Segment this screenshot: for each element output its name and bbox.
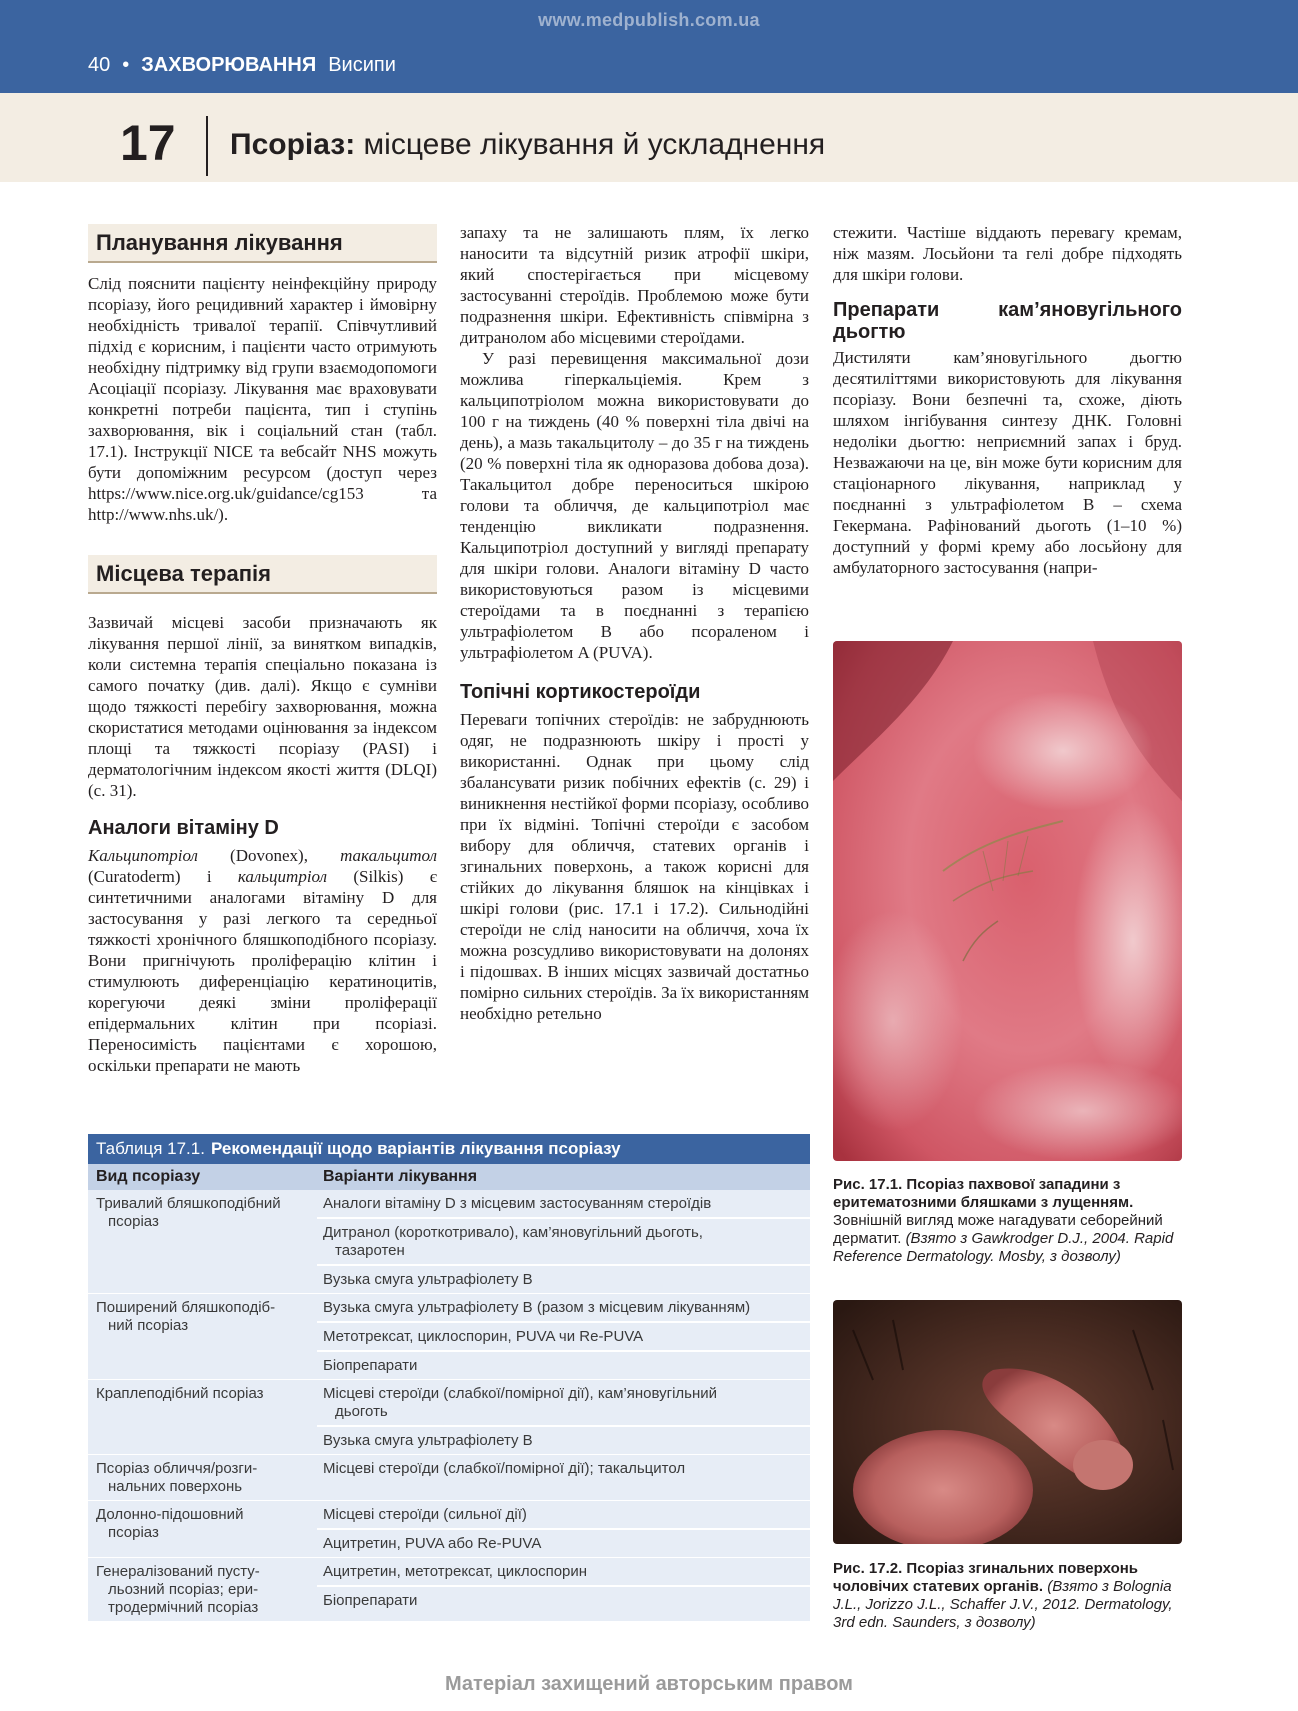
table-header-row <box>88 1164 810 1190</box>
treatment-option <box>317 1217 810 1264</box>
treatment-options-cell <box>317 1558 810 1621</box>
drug-calcipotriol: Кальципотріол <box>88 846 198 865</box>
psoriasis-type-line: Поширений бляшкоподіб- <box>96 1299 276 1316</box>
table-row <box>88 1294 810 1380</box>
psoriasis-type-line: нальних поверхонь <box>108 1478 243 1495</box>
treatment-option <box>317 1264 810 1293</box>
treatment-option-line: Вузька смуга ультрафіолету B <box>323 1271 533 1288</box>
paragraph-vitamin-d <box>88 845 437 1076</box>
chapter-number: 17 <box>120 115 176 171</box>
figure-genital-psoriasis <box>833 1300 1182 1544</box>
psoriasis-type-cell <box>88 1190 317 1293</box>
fig2-label: Рис. 17.2. Псоріаз згинальних поверхонь чоловічих статевих органів. <box>833 1560 1139 1595</box>
psoriasis-type-cell <box>88 1294 317 1379</box>
heading-local-therapy: Місцева терапія <box>88 555 437 594</box>
column-2 <box>460 222 809 1024</box>
treatment-option <box>317 1294 810 1321</box>
fig1-label: Рис. 17.1. Псоріаз пахвової западини з еритематозними бляшками з лущенням. <box>833 1176 1134 1211</box>
treatment-option-line: Ацитретин, метотрексат, циклоспорин <box>323 1563 588 1580</box>
psoriasis-type-line: ний псоріаз <box>108 1317 189 1334</box>
subsection-name: Висипи <box>328 54 396 76</box>
genital-psoriasis-photo <box>833 1300 1182 1544</box>
treatment-option-line: Місцеві стероїди (слабкої/помірної дії), кам’яновугільний <box>323 1385 718 1402</box>
psoriasis-type-line: тродермічний псоріаз <box>108 1599 259 1616</box>
heading-corticosteroids: Топічні кортикостероїди <box>460 681 701 703</box>
psoriasis-type-line: псоріаз <box>108 1213 159 1230</box>
psoriasis-type-line: Тривалий бляшкоподібний <box>96 1195 281 1212</box>
text-vitamin-d-body: (Silkis) є синтетичними аналогами вітаміну D для застосування у разі легкого та середньої тяжкості хронічного бляшкоподібного псоріазу. Вони пригнічують проліферацію клітин і стимулюють диференціацію кератиноцитів, корегуючи деякі зміни проліферації епідермальних клітин при псоріазі. Переносимість пацієнтами є хорошою, оскільки препарати не мають <box>88 867 437 1075</box>
chapter-title-rest: місцеве лікування й ускладнення <box>355 128 826 161</box>
treatment-option-line: Метотрексат, циклоспорин, PUVA чи Re-PUVA <box>323 1328 644 1345</box>
column-header-options: Варіанти лікування <box>323 1168 478 1185</box>
fig1-source: (Взято з Gawkrodger D.J., 2004. Rapid Reference Dermatology. Mosby, з дозволу) <box>833 1230 1174 1265</box>
fig2-source: (Взято з Bolognia J.L., Jorizzo J.L., Schaffer J.V., 2012. Dermatology, 3rd edn. Saunders, з дозволу) <box>833 1578 1173 1631</box>
treatment-option-line: Дитранол (короткотривало), кам’яновугільний дьоготь, <box>323 1224 703 1241</box>
psoriasis-type-cell <box>88 1380 317 1454</box>
treatment-options-cell <box>317 1455 810 1500</box>
treatment-option-line: Місцеві стероїди (сильної дії) <box>323 1506 527 1523</box>
treatment-option-line: Аналоги вітаміну D з місцевим застосуванням стероїдів <box>323 1195 712 1212</box>
treatment-option <box>317 1190 810 1217</box>
table-title-text: Рекомендації щодо варіантів лікування псоріазу <box>210 1139 621 1158</box>
paragraph-vitd-cont: запаху та не залишають плям, їх легко наносити та відсутній ризик атрофії шкіри, який спостерігається при місцевому застосуванні стероїдів. Проблемою може бути подразнення шкіри. Ефективність співмірна з дитранолом або місцевими стероїдами. <box>460 223 809 347</box>
treatment-option-line: Місцеві стероїди (слабкої/помірної дії); такальцитол <box>323 1460 686 1477</box>
paragraph-hypercalcemia: У разі перевищення максимальної дози можлива гіперкальціемія. Крем з кальципотріолом можна використовувати до 100 г на тиждень (40 % поверхні тіла двічі на день), а мазь такальцитолу – до 35 г на тиждень (20 % поверхні тіла як одноразова добова доза). Такальцитол добре переноситься шкірою голови та обличчя, де кальципотріол має тенденцію викликати подразнення. Кальципотріол доступний у вигляді препарату для шкіри голови. Аналоги вітаміну D часто використовуються разом із місцевими стероїдами та в поєднанні з терапією ультрафіолетом B або псораленом і ультрафіолетом A (PUVA). <box>460 349 809 662</box>
treatment-option <box>317 1425 810 1454</box>
axilla-psoriasis-photo <box>833 641 1182 1161</box>
table-row <box>88 1501 810 1558</box>
psoriasis-type-line: Краплеподібний псоріаз <box>96 1385 264 1402</box>
treatment-table <box>88 1134 810 1622</box>
figure-2-caption <box>833 1560 1182 1632</box>
heading-coal-tar: Препарати кам’яновугільного дьогтю <box>833 299 1182 343</box>
table-row <box>88 1455 810 1501</box>
fig1-text: Зовнішній вигляд може нагадувати себорейний дерматит. <box>833 1212 1163 1247</box>
drug-calcitriol: кальцитріол <box>237 867 328 886</box>
text-curatoderm: (Curatoderm) і <box>88 867 238 886</box>
treatment-option-line: Вузька смуга ультрафіолету B <box>323 1432 533 1449</box>
treatment-option <box>317 1501 810 1528</box>
paragraph-planning: Слід пояснити пацієнту неінфекційну природу псоріазу, його рецидивний характер і ймовірну необхідність тривалої терапії. Співчутливий підхід є корисним, і пацієнти часто отримують необхідну підтримку від групи взаємодопомоги Асоціації псоріазу. Лікування має враховувати конкретні потреби пацієнта, тип і ступінь захворювання, вік і соціальний стан (табл. 17.1). Інструкції NICE та вебсайт NHS можуть бути допоміжним ресурсом (доступ через https://www.nice.org.uk/guidance/cg153 та http://www.nhs.uk/). <box>88 274 437 524</box>
heading-planning: Планування лікування <box>88 224 437 263</box>
psoriasis-type-line: Генералізований пусту- <box>96 1563 260 1580</box>
table-title <box>88 1134 810 1164</box>
column-header-type: Вид псоріазу <box>96 1168 201 1185</box>
paragraph-steroids-cont: стежити. Частіше віддають перевагу кремам, ніж мазям. Лосьйони та гелі добре підходять для шкіри голови. <box>833 223 1182 284</box>
psoriasis-type-cell <box>88 1455 317 1500</box>
treatment-option-line: дьоготь <box>335 1403 388 1420</box>
treatment-option <box>317 1380 810 1425</box>
treatment-options-cell <box>317 1501 810 1557</box>
copyright-footer: Матеріал захищений авторським правом <box>445 1673 853 1695</box>
psoriasis-type-cell <box>88 1501 317 1557</box>
figure-1-caption <box>833 1176 1182 1266</box>
drug-tacalcitol: такальцитол <box>340 846 437 865</box>
paragraph-corticosteroids: Переваги топічних стероїдів: не забруднюють одяг, не подразнюють шкіру і прості у використанні. Однак при цьому слід збалансувати ризик побічних ефектів (с. 29) і виникнення нестійкої форми псоріазу, особливо при їх відміні. Топічні стероїди є засобом вибору для обличчя, статевих органів і згинальних поверхонь, а також корисні для стійких до лікування бляшок на кінцівках і шкірі голови (рис. 17.1 і 17.2). Сильнодійні стероїди не слід наносити на обличчя, хоча їх можна розсудливо використовувати на долонях і підошвах. В інших місцях зазвичай достатньо помірно сильних стероїдів. За їх використанням необхідно ретельно <box>460 710 809 1023</box>
column-3 <box>833 222 1182 578</box>
table-row <box>88 1380 810 1455</box>
figure-axilla-psoriasis <box>833 641 1182 1161</box>
psoriasis-type-line: Долонно-підошовний <box>96 1506 244 1523</box>
psoriasis-type-line: псоріаз <box>108 1524 159 1541</box>
section-name: ЗАХВОРЮВАННЯ <box>141 54 317 76</box>
bullet-separator: • <box>122 54 130 76</box>
column-1 <box>88 224 437 1076</box>
treatment-option <box>317 1585 810 1614</box>
treatment-option <box>317 1321 810 1350</box>
treatment-option <box>317 1455 810 1482</box>
heading-vitamin-d: Аналоги вітаміну D <box>88 817 279 839</box>
treatment-option-line: Вузька смуга ультрафіолету B (разом з місцевим лікуванням) <box>323 1299 751 1316</box>
text-dovonex: (Dovonex), <box>197 846 341 865</box>
paragraph-local-therapy: Зазвичай місцеві засоби призначають як лікування першої лінії, за винятком випадків, коли системна терапія спеціально показана із самого початку (див. далі). Якщо є сумніви щодо тяжкості перебігу захворювання, можна скористатися методами оцінювання за індексом площі та тяжкості псоріазу (PASI) і дерматологічним індексом якості життя (DLQI) (с. 31). <box>88 613 437 800</box>
chapter-title <box>230 128 825 161</box>
paragraph-coal-tar: Дистиляти кам’яновугільного дьогтю десятиліттями використовують для лікування псоріазу. Вони безпечні та, схоже, діють шляхом інгібування синтезу ДНК. Головні недоліки дьогтю: неприємний запах і бруд. Незважаючи на це, він може бути корисним для стаціонарного лікування, наприклад у поєднанні з ультрафіолетом B – схема Гекермана. Рафінований дьоготь (1–10 %) доступний у формі крему або лосьйону для амбулаторного застосування (напри- <box>833 348 1182 577</box>
treatment-option-line: Біопрепарати <box>323 1357 418 1374</box>
table-row <box>88 1190 810 1294</box>
table-body <box>88 1190 810 1622</box>
treatment-options-cell <box>317 1190 810 1293</box>
treatment-option-line: Біопрепарати <box>323 1592 418 1609</box>
treatment-options-cell <box>317 1294 810 1379</box>
psoriasis-type-line: льозний псоріаз; ери- <box>108 1581 259 1598</box>
treatment-option-line: Ацитретин, PUVA або Re-PUVA <box>323 1535 542 1552</box>
table-label: Таблиця 17.1. <box>96 1139 205 1158</box>
psoriasis-type-cell <box>88 1558 317 1621</box>
treatment-options-cell <box>317 1380 810 1454</box>
running-head <box>88 54 396 77</box>
psoriasis-type-line: Псоріаз обличчя/розги- <box>96 1460 258 1477</box>
treatment-option <box>317 1528 810 1557</box>
site-url: www.medpublish.com.ua <box>538 10 760 30</box>
chapter-divider <box>206 116 208 176</box>
treatment-option <box>317 1558 810 1585</box>
page-number: 40 <box>88 54 111 76</box>
table-row <box>88 1558 810 1622</box>
treatment-option-line: тазаротен <box>335 1242 405 1259</box>
treatment-option <box>317 1350 810 1379</box>
chapter-title-bold: Псоріаз: <box>230 128 356 161</box>
